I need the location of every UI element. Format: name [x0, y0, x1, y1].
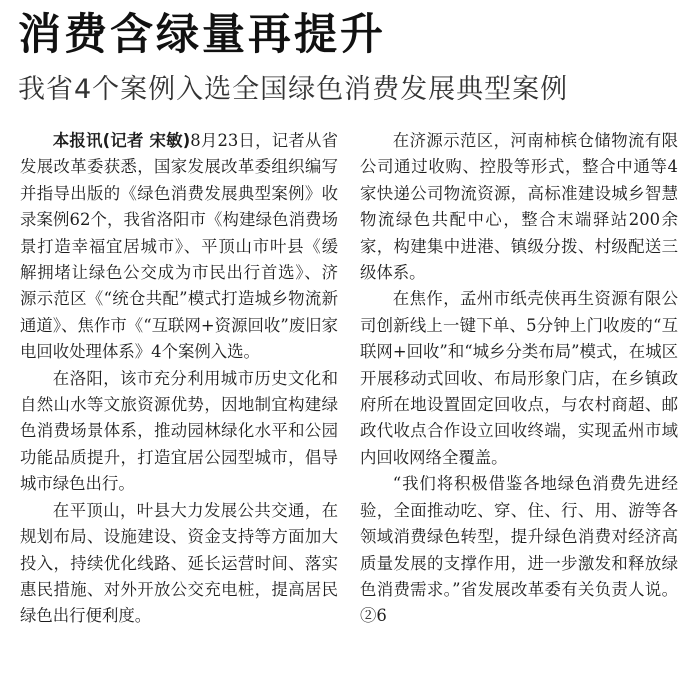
article-column-left	[20, 128, 338, 630]
byline: 本报讯(记者 宋敏)	[52, 131, 191, 150]
article-paragraph: 在济源示范区，河南柿槟仓储物流有限公司通过收购、控股等形式，整合中通等4家快递公司物流资源，高标准建设城乡智慧物流绿色共配中心，整合末端驿站200余家，构建集中进港、镇级分拨、村级配送三级体系。	[360, 131, 678, 283]
article-column-right	[360, 128, 678, 630]
article-paragraph	[20, 128, 338, 366]
article-paragraph: 在平顶山，叶县大力发展公共交通，在规划布局、设施建设、资金支持等方面加大投入，持续优化线路、延长运营时间、落实惠民措施、对外开放公交充电桩，提高居民绿色出行便利度。	[20, 500, 338, 626]
article-paragraph-text: 8月23日，记者从省发展改革委获悉，国家发展改革委组织编写并指导出版的《绿色消费发展典型案例》收录案例62个，我省洛阳市《构建绿色消费场景打造幸福宜居城市》、平顶山市叶县《缓解拥堵让绿色公交成为市民出行首选》、济源示范区《“统仓共配”模式打造城乡物流新通道》、焦作市《“互联网+资源回收”废旧家电回收处理体系》4个案例入选。	[20, 131, 338, 362]
article-paragraph: 在焦作，孟州市纸壳侠再生资源有限公司创新线上一键下单、5分钟上门收废的“互联网+回收”和“城乡分类布局”模式，在城区开展移动式回收、布局形象门店，在乡镇政府所在地设置固定回收点，与农村商超、邮政代收点合作设立回收终端，实现孟州市域内回收网络全覆盖。	[360, 289, 678, 467]
subheadline: 我省4个案例入选全国绿色消费发展典型案例	[18, 74, 569, 105]
headline: 消费含绿量再提升	[18, 10, 386, 60]
article-paragraph: 在洛阳，该市充分利用城市历史文化和自然山水等文旅资源优势，因地制宜构建绿色消费场景体系，推动园林绿化水平和公园功能品质提升，打造宜居公园型城市，倡导城市绿色出行。	[20, 368, 338, 494]
article-paragraph: “我们将积极借鉴各地绿色消费先进经验，全面推动吃、穿、住、行、用、游等各领域消费绿色转型，提升绿色消费对经济高质量发展的支撑作用，进一步激发和释放绿色消费需求。”省发展改革委有关负责人说。②6	[360, 474, 678, 626]
